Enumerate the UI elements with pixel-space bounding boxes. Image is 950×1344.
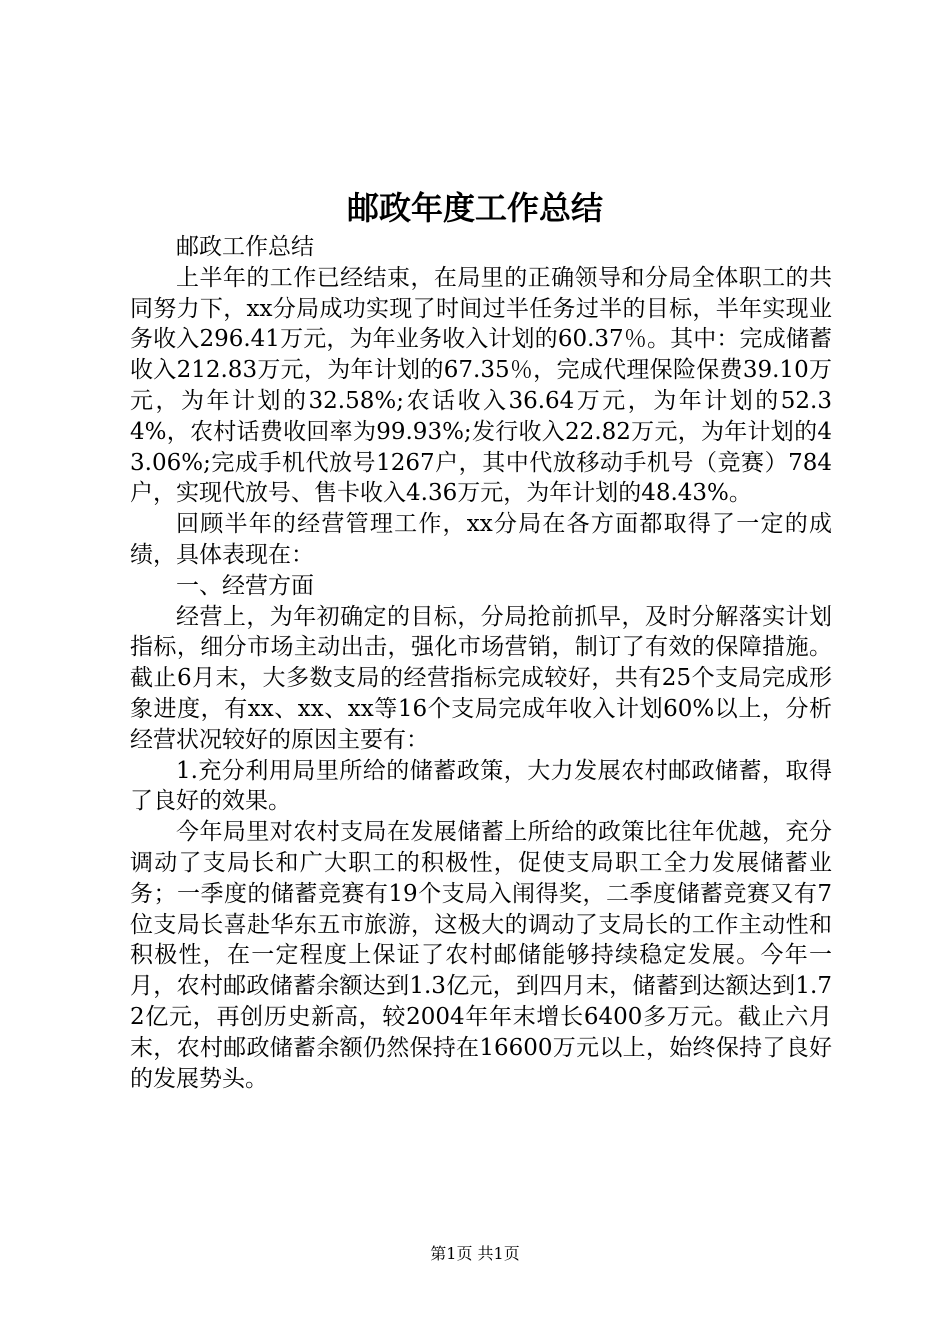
paragraph-operations: 经营上，为年初确定的目标，分局抢前抓早，及时分解落实计划指标，细分市场主动出击，强化市场营销，制订了有效的保障措施。截止6月末，大多数支局的经营指标完成较好，共有25个支局完成形象进度，有xx、xx、xx等16个支局完成年收入计划60%以上，分析经营状况较好的原因主要有： (130, 603, 832, 753)
document-body (130, 232, 832, 1094)
list-item-1: 1.充分利用局里所给的储蓄政策，大力发展农村邮政储蓄，取得了良好的效果。 (130, 757, 832, 815)
paragraph-savings: 今年局里对农村支局在发展储蓄上所给的政策比往年优越，充分调动了支局长和广大职工的积极性，促使支局职工全力发展储蓄业务；一季度的储蓄竞赛有19个支局入闱得奖，二季度储蓄竞赛又有7位支局长喜赴华东五市旅游，这极大的调动了支局长的工作主动性和积极性，在一定程度上保证了农村邮储能够持续稳定发展。今年一月，农村邮政储蓄余额达到1.3亿元，到四月末，储蓄到达额达到1.72亿元，再创历史新高，较2004年年末增长6400多万元。截止六月末，农村邮政储蓄余额仍然保持在16600万元以上，始终保持了良好的发展势头。 (130, 819, 832, 1092)
section-heading-operations: 一、经营方面 (176, 572, 314, 599)
paragraph-review: 回顾半年的经营管理工作，xx分局在各方面都取得了一定的成绩，具体表现在： (130, 511, 832, 568)
page-footer: 第1页 共1页 (430, 1244, 520, 1263)
document-title: 邮政年度工作总结 (346, 189, 603, 227)
paragraph-summary: 上半年的工作已经结束，在局里的正确领导和分局全体职工的共同努力下，xx分局成功实现了时间过半任务过半的目标，半年实现业务收入296.41万元，为年业务收入计划的60.37％。其中：完成储蓄收入212.83万元，为年计划的67.35％，完成代理保险保费39.10万元，为年计划的32.58%;农话收入36.64万元，为年计划的52.34%，农村话费收回率为99.93%;发行收入22.82万元，为年计划的43.06%;完成手机代放号1267户，其中代放移动手机号（竞赛）784户，实现代放号、售卡收入4.36万元，为年计划的48.43%。 (130, 264, 832, 507)
paragraph-subtitle: 邮政工作总结 (176, 234, 314, 260)
